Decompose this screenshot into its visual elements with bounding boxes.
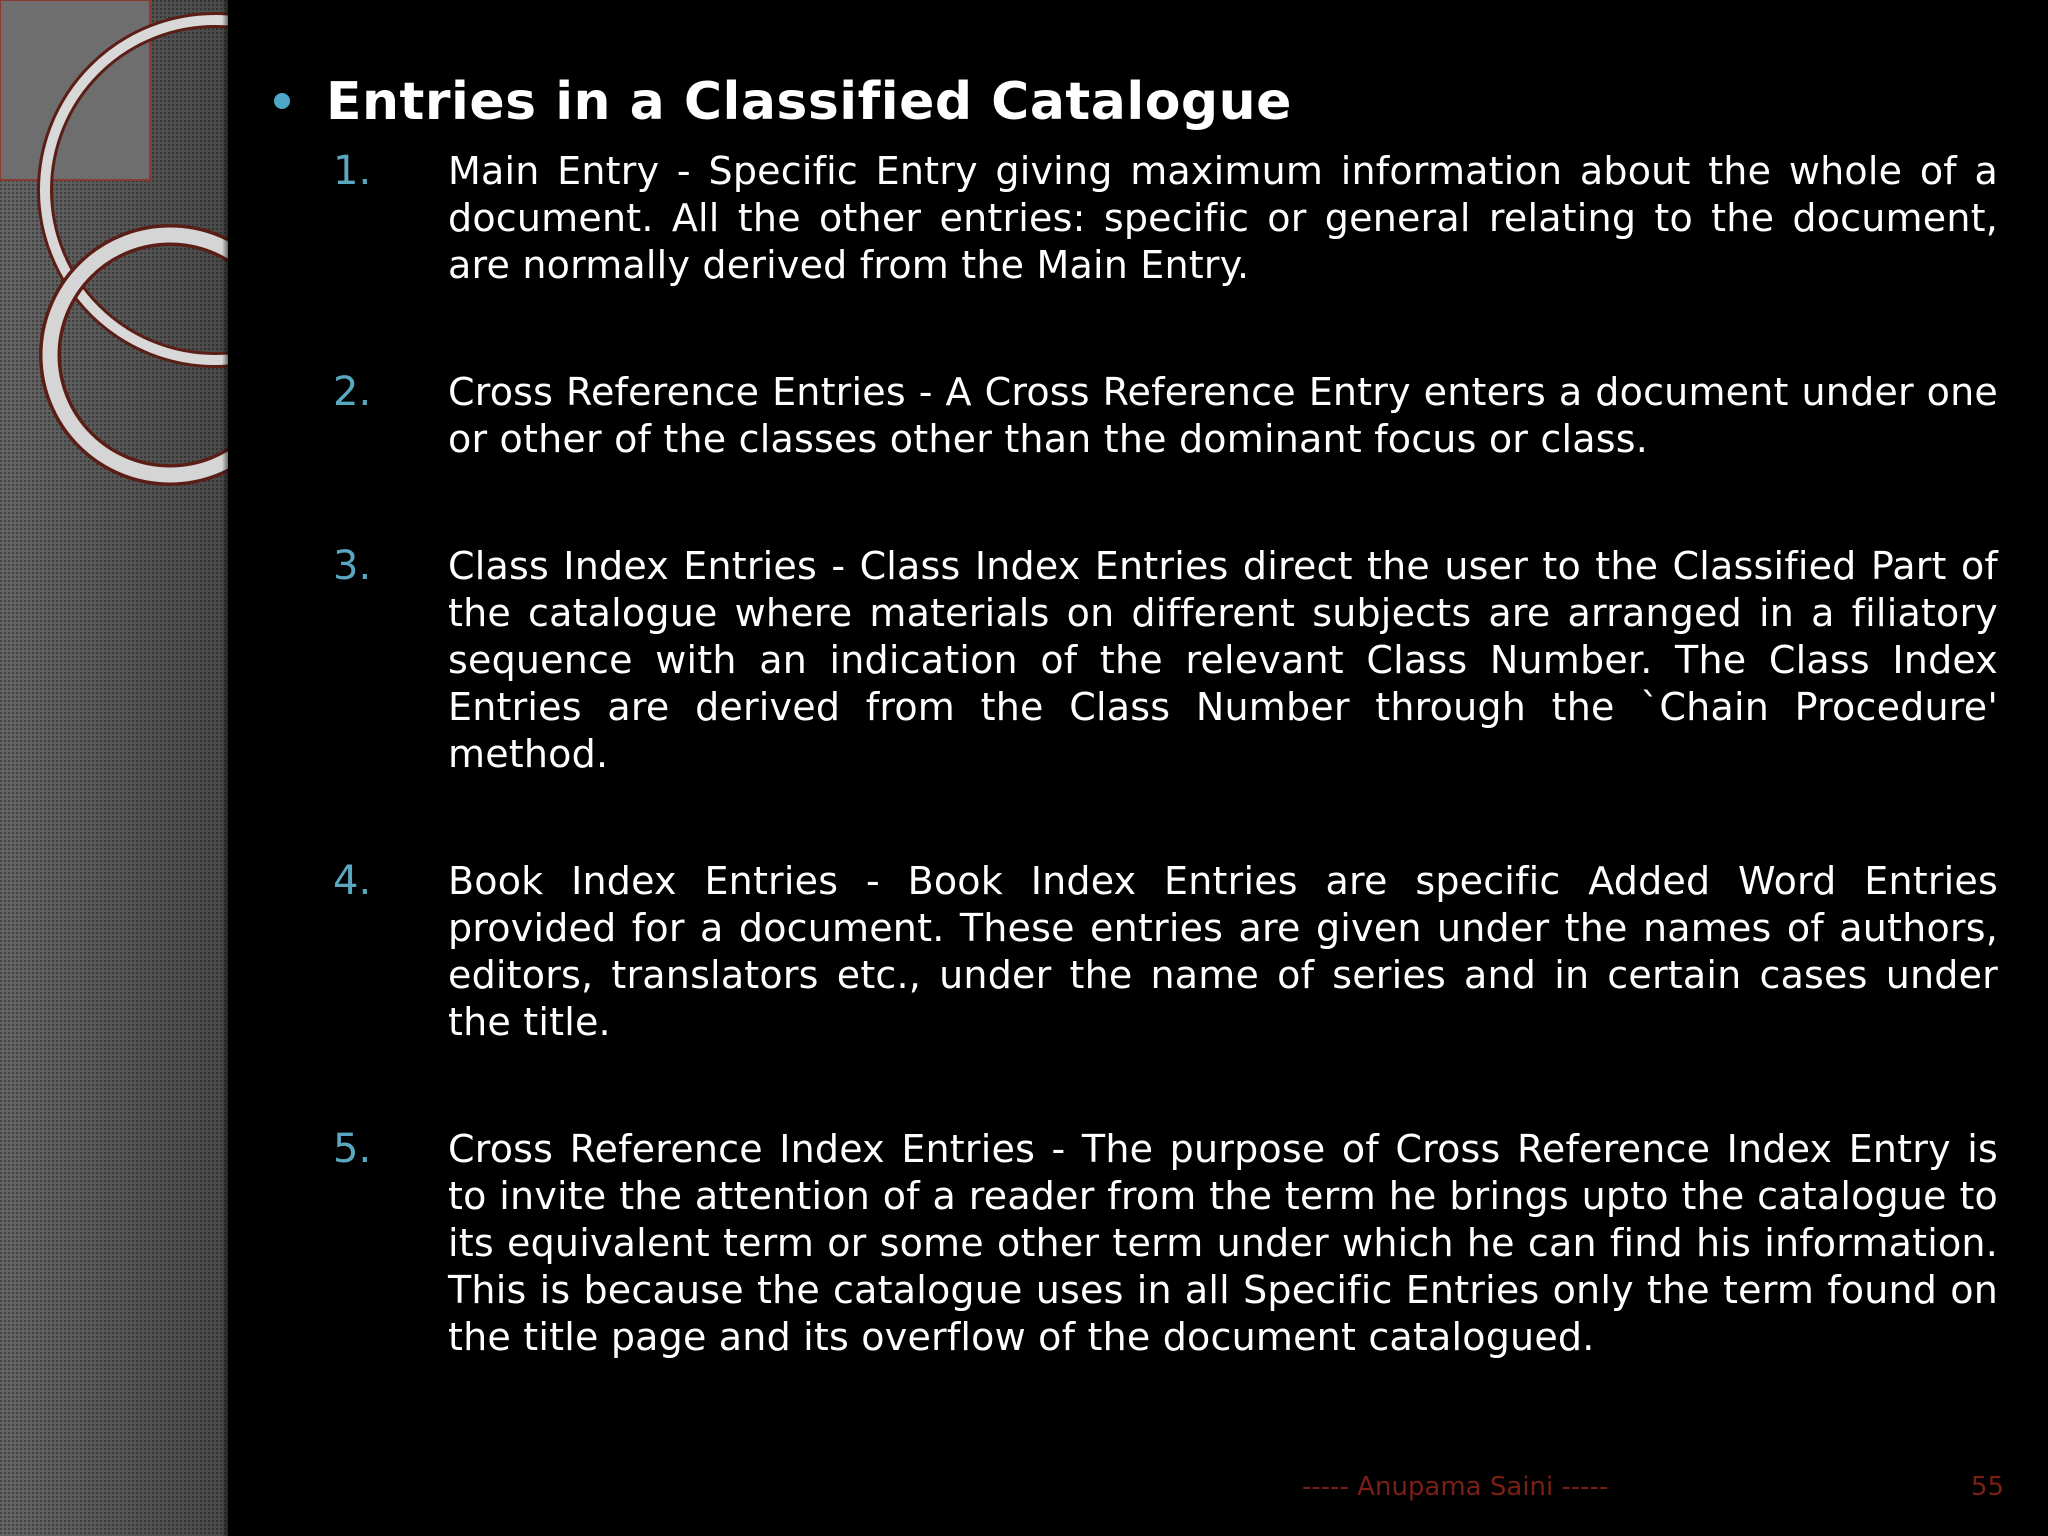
list-item <box>260 858 2000 1046</box>
decorative-rings <box>0 0 228 520</box>
list-item-text: Book Index Entries - Book Index Entries are specific Added Word Entries provided for a document. These entries are given under the names of authors, editors, translators etc., under the name of series and in certain cases under the title. <box>448 859 1998 1044</box>
list-item <box>260 369 2000 463</box>
footer-author: ----- Anupama Saini ----- <box>1302 1472 1609 1502</box>
list-item <box>260 1126 2000 1361</box>
slide-heading <box>326 60 2000 144</box>
list-item-text: Class Index Entries - Class Index Entries direct the user to the Classified Part of the catalogue where materials on different subjects are arranged in a filiatory sequence with an indication of the relevant Class Number. The Class Index Entries are derived from the Class Number through the `Chain Procedure' method. <box>448 544 1998 776</box>
list-item-text: Cross Reference Index Entries - The purpose of Cross Reference Index Entry is to invite the attention of a reader from the term he brings upto the catalogue to its equivalent term or some other term under which he can find his information. This is because the catalogue uses in all Specific Entries only the term found on the title page and its overflow of the document catalogued. <box>448 1127 1998 1359</box>
slide-content <box>260 60 2000 1361</box>
list-item-text: Main Entry - Specific Entry giving maximum information about the whole of a document. All the other entries: specific or general relating to the document, are normally derived from the Main Entry. <box>448 149 1998 287</box>
bullet-icon <box>274 93 290 109</box>
list-item-number: 4. <box>333 858 372 904</box>
list-item-number: 5. <box>333 1126 372 1172</box>
heading-text: Entries in a Classified Catalogue <box>326 72 1292 132</box>
list-item <box>260 148 2000 289</box>
list-item-number: 2. <box>333 369 372 415</box>
decorative-side-panel <box>0 0 228 1536</box>
list-item-text: Cross Reference Entries - A Cross Reference Entry enters a document under one or other of the classes other than the dominant focus or class. <box>448 370 1998 461</box>
list-item-number: 3. <box>333 543 372 589</box>
page-number: 55 <box>1970 1472 2004 1502</box>
list-item-number: 1. <box>333 148 372 194</box>
list-item <box>260 543 2000 778</box>
